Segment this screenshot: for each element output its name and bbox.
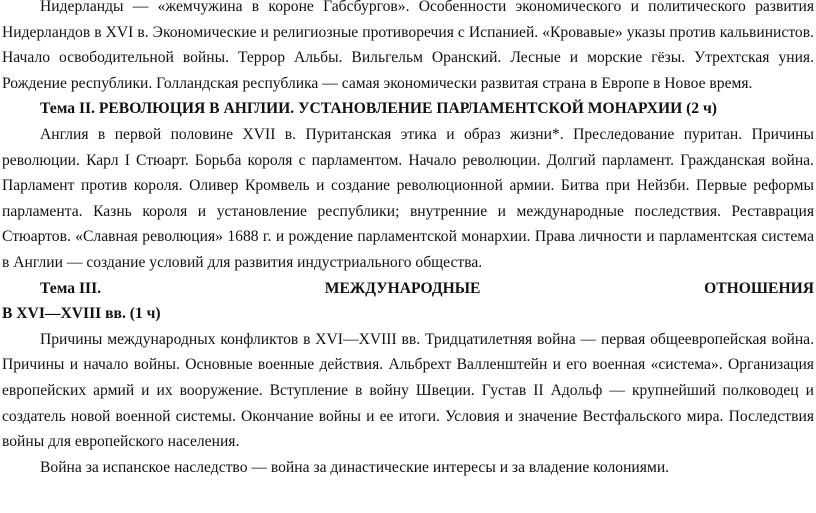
paragraph-spanish-succession: Война за испанское наследство — война за династические интересы и за владение колониями. [40,458,670,476]
heading-topic-3 [2,276,814,302]
heading-topic-3-period: В XVI—XVIII вв. (1 ч) [2,305,161,323]
paragraph-netherlands: Нидерланды — «жемчужина в короне Габсбургов». Особенности экономического и политического развития Нидерландов в XVI в. Экономические и религиозные противоречия с Испанией. «Кровавые» указы против кальвинистов. Начало освободительной войны. Террор Альбы. Вильгельм Оранский. Лесные и морские гёзы. Утрехтская уния. Рождение республики. Голландская республика — самая экономически развитая страна в Европе в Новое время. [2,0,814,92]
heading-topic-2: Тема II. РЕВОЛЮЦИЯ В АНГЛИИ. УСТАНОВЛЕНИЕ ПАРЛАМЕНТСКОЙ МОНАРХИИ (2 ч) [40,100,717,118]
heading-topic-3-word1: МЕЖДУНАРОДНЫЕ [324,279,481,297]
heading-topic-3-number: Тема III. [40,279,102,297]
paragraph-thirty-years-war: Причины международных конфликтов в XVI—XVIII вв. Тридцатилетняя война — первая общеевропейская война. Причины и начало войны. Основные военные действия. Альбрехт Валленштейн и его военная «система». Организация европейских армий и их вооружение. Вступление в войну Швеции. Густав II Адольф — крупнейший полководец и создатель новой военной системы. Окончание войны и ее итоги. Условия и значение Вестфальского мира. Последствия войны для европейского населения. [2,330,814,451]
heading-topic-3-word2: ОТНОШЕНИЯ [704,279,814,297]
paragraph-england-revolution: Англия в первой половине XVII в. Пуританская этика и образ жизни*. Преследование пуритан. Причины революции. Карл I Стюарт. Борьба короля с парламентом. Начало революции. Долгий парламент. Гражданская война. Парламент против короля. Оливер Кромвель и создание революционной армии. Битва при Нейзби. Первые реформы парламента. Казнь короля и установление республики; внутренние и международные последствия. Реставрация Стюартов. «Славная революция» 1688 г. и рождение парламентской монархии. Права личности и парламентская система в Англии — создание условий для развития индустриального общества. [2,125,814,271]
